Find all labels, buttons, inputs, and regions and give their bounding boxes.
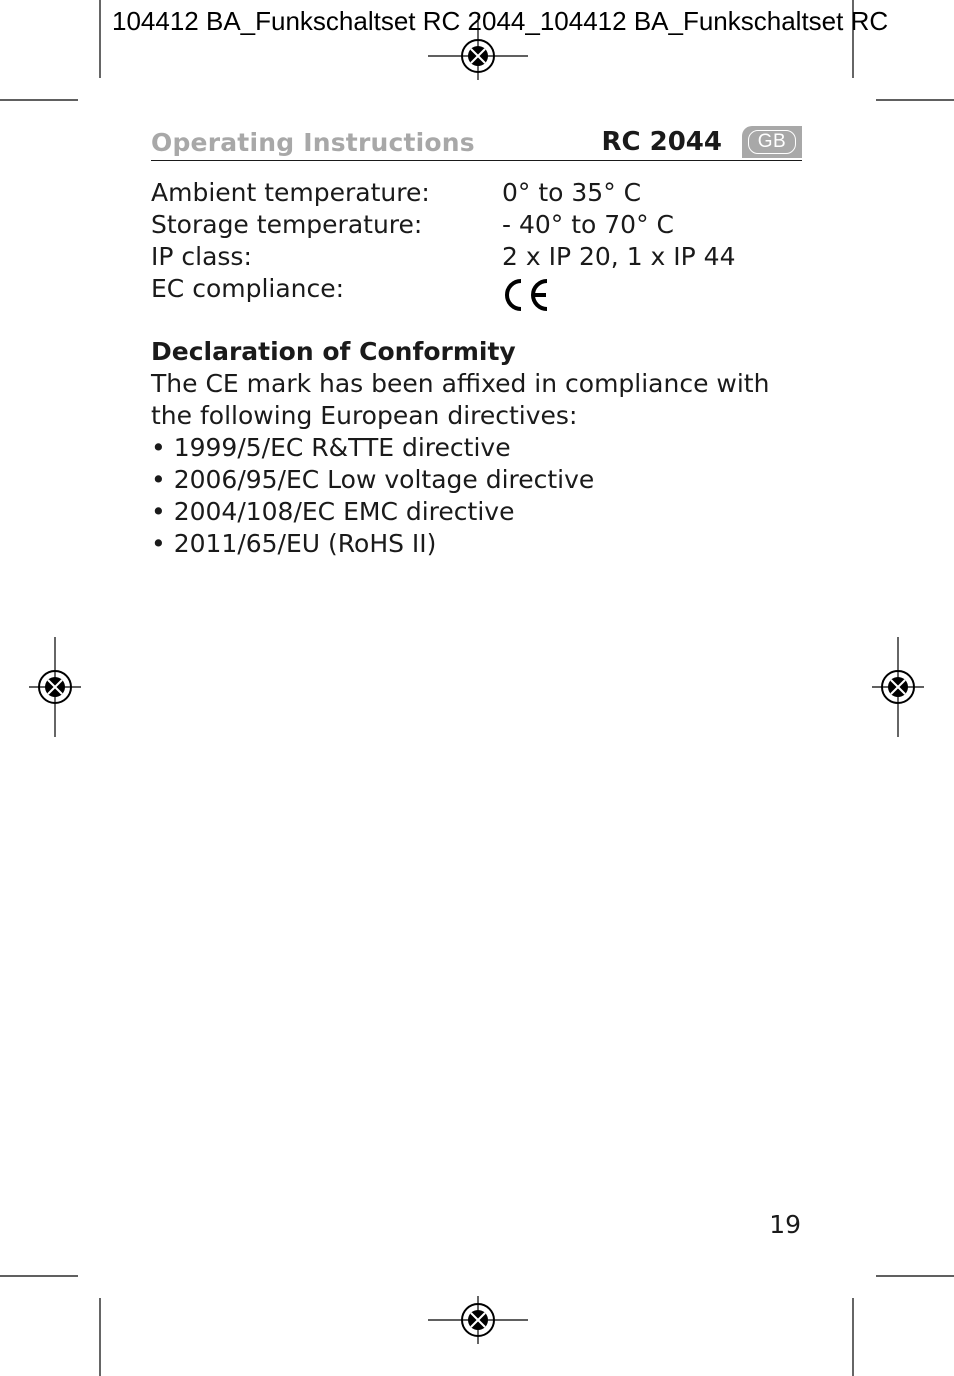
spec-label: Ambient temperature: <box>151 178 430 207</box>
registration-mark-icon <box>428 1296 528 1344</box>
spec-value: 0° to 35° C <box>502 178 642 207</box>
list-item: • 2011/65/EU (RoHS II) <box>151 528 801 560</box>
list-item: • 1999/5/EC R&TTE directive <box>151 432 801 464</box>
spec-row <box>151 241 801 273</box>
running-header <box>151 126 802 161</box>
spec-row <box>151 177 801 209</box>
spec-row <box>151 209 801 241</box>
registration-mark-icon <box>872 637 924 737</box>
spec-value: 2 x IP 20, 1 x IP 44 <box>502 242 736 271</box>
list-item: • 2004/108/EC EMC directive <box>151 496 801 528</box>
spec-row <box>151 273 801 305</box>
declaration-intro: The CE mark has been affixed in compliance with <box>151 369 770 398</box>
model-name: RC 2044 <box>601 127 722 157</box>
spec-value: - 40° to 70° C <box>502 210 674 239</box>
declaration-title: Declaration of Conformity <box>151 337 516 366</box>
spec-label: Storage temperature: <box>151 210 423 239</box>
spec-label: IP class: <box>151 242 252 271</box>
page-number: 19 <box>769 1210 801 1239</box>
section-title: Operating Instructions <box>151 128 475 157</box>
directive-list <box>151 432 801 560</box>
declaration-section <box>151 336 801 560</box>
registration-mark-icon <box>29 637 81 737</box>
declaration-intro: the following European directives: <box>151 401 578 430</box>
ce-mark-icon <box>501 277 551 313</box>
spec-label: EC compliance: <box>151 274 345 303</box>
print-slug: 104412 BA_Funkschaltset RC 2044_104412 BA_Funkschaltset RC <box>112 6 889 36</box>
language-badge: GB <box>742 126 802 158</box>
list-item: • 2006/95/EC Low voltage directive <box>151 464 801 496</box>
spec-list <box>151 177 801 305</box>
